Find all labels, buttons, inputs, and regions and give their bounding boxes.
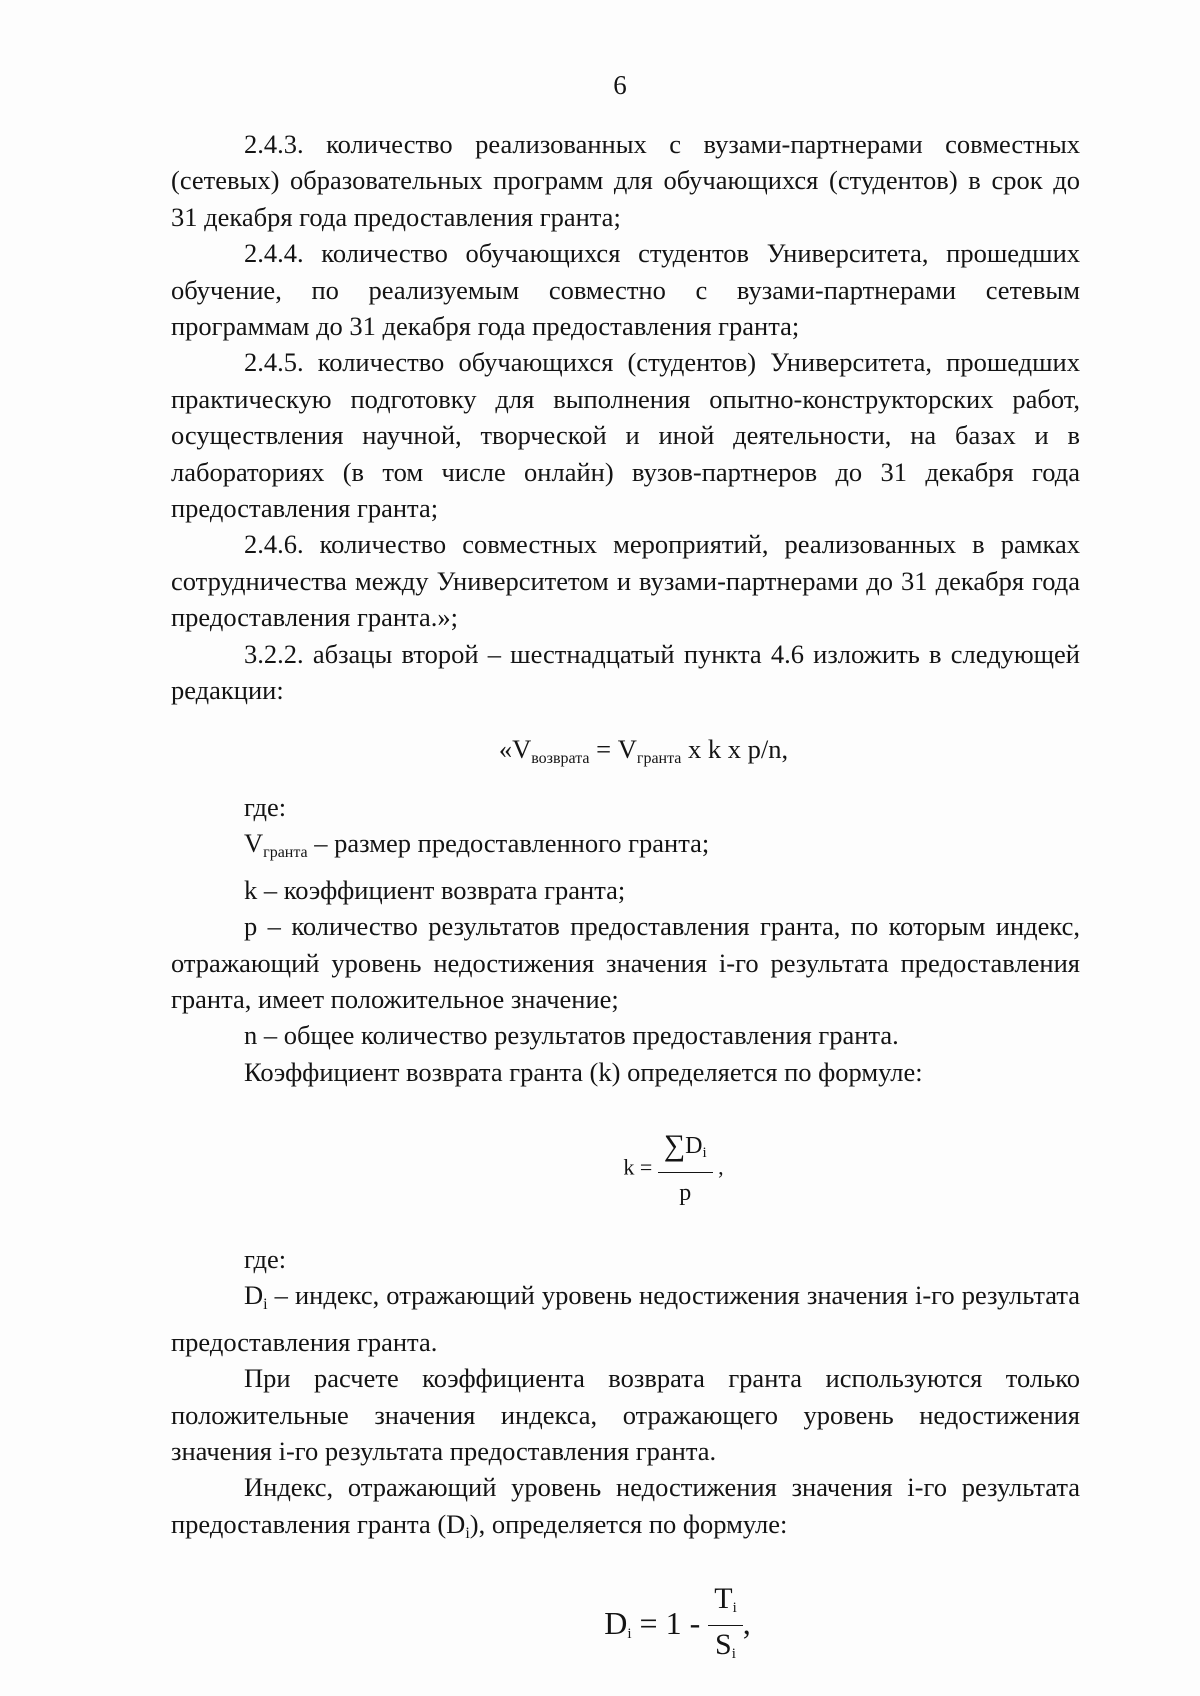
formula-d-den-s: S: [715, 1628, 732, 1662]
paragraph-2-4-5: 2.4.5. количество обучающихся (студентов) Университета, прошедших практическую подготовку для выполнения опытно-конструкторских работ, осуществления научной, творческой и иной деятельности, на базах и в лабораториях (в том числе онлайн) вузов-партнеров до 31 декабря года предоставления гранта;: [171, 347, 1080, 524]
paragraph-2-4-6: 2.4.6. количество совместных мероприятий, реализованных в рамках сотрудничества между Университетом и вузами-партнерами до 31 декабря года предоставления гранта.»;: [171, 529, 1080, 633]
formula-d-fraction: [708, 1582, 743, 1671]
k-formula-intro: Коэффициент возврата гранта (k) определяется по формуле:: [244, 1056, 923, 1087]
formula-v-sub-grant: гранта: [636, 749, 682, 767]
formula-v-open: «V: [498, 733, 532, 764]
formula-d-numerator: [708, 1582, 743, 1626]
formula-d-num-sub: i: [732, 1600, 737, 1617]
definition-k: k – коэффициент возврата гранта;: [244, 874, 626, 905]
def-v-sub: гранта: [263, 844, 308, 862]
def-d-text: – индекс, отражающий уровень недостижения значения i-го результата предоставления гранта.: [171, 1280, 1080, 1357]
d-formula-intro: [171, 1469, 1080, 1552]
formula-v-eq: = V: [589, 733, 637, 764]
formula-d-tail: ,: [742, 1605, 751, 1642]
definition-v-grant: [171, 825, 1080, 871]
formula-d-lhs-sub: i: [627, 1626, 632, 1643]
formula-k-num-d: D: [685, 1133, 703, 1160]
page-number: 6: [613, 70, 627, 100]
def-d-symbol: D: [244, 1280, 264, 1311]
formula-k-lhs: k =: [623, 1154, 658, 1180]
formula-k-denominator: p: [679, 1179, 692, 1206]
d-intro-pre: Индекс, отражающий уровень недостижения значения i-го результата предоставления гранта (D: [171, 1472, 1080, 1539]
def-d-sub: i: [263, 1296, 268, 1314]
sigma-symbol: ∑: [663, 1129, 686, 1163]
paragraph-2-4-4: 2.4.4. количество обучающихся студентов Университета, прошедших обучение, по реализуемым совместно с вузами-партнерами сетевым программам до 31 декабря года предоставления гранта;: [171, 238, 1080, 342]
definition-n: n – общее количество результатов предоставления гранта.: [244, 1020, 899, 1051]
note-positive-values: При расчете коэффициента возврата гранта используются только положительные значения индекса, отражающего уровень недостижения значения i-го результата предоставления гранта.: [171, 1363, 1080, 1466]
formula-k-fraction: [658, 1128, 713, 1211]
d-intro-post: ), определяется по формуле:: [469, 1508, 788, 1539]
paragraph-3-2-2: 3.2.2. абзацы второй – шестнадцатый пункта 4.6 изложить в следующей редакции:: [171, 638, 1080, 706]
formula-d-num-t: T: [714, 1582, 733, 1616]
formula-v-return: [189, 731, 1098, 777]
formula-d-mid: = 1 -: [631, 1605, 709, 1642]
formula-v-sub-return: возврата: [531, 749, 590, 767]
formula-d: [223, 1582, 1132, 1671]
document-body: [171, 126, 1080, 1671]
def-v-symbol: V: [244, 828, 264, 859]
d-intro-sub: i: [465, 1524, 470, 1542]
definition-d: [171, 1277, 1080, 1360]
where-label-2: где:: [244, 1243, 287, 1274]
formula-k-num-sub: i: [702, 1145, 707, 1162]
where-label-1: где:: [244, 791, 287, 822]
formula-d-denominator: [708, 1626, 743, 1671]
def-v-text: – размер предоставленного гранта;: [307, 828, 710, 859]
formula-k: [219, 1128, 1128, 1211]
formula-k-numerator: [658, 1128, 713, 1172]
paragraph-2-4-3: 2.4.3. количество реализованных с вузами-партнерами совместных (сетевых) образовательных программ для обучающихся (студентов) в срок до 31 декабря года предоставления гранта;: [171, 129, 1080, 232]
formula-v-rest: x k x p/n,: [681, 733, 789, 764]
formula-d-lhs: D: [604, 1605, 628, 1642]
formula-k-tail: ,: [712, 1154, 724, 1180]
formula-d-den-sub: i: [731, 1646, 736, 1663]
definition-p: p – количество результатов предоставления гранта, по которым индекс, отражающий уровень недостижения значения i-го результата предоставления гранта, имеет положительное значение;: [171, 911, 1080, 1014]
